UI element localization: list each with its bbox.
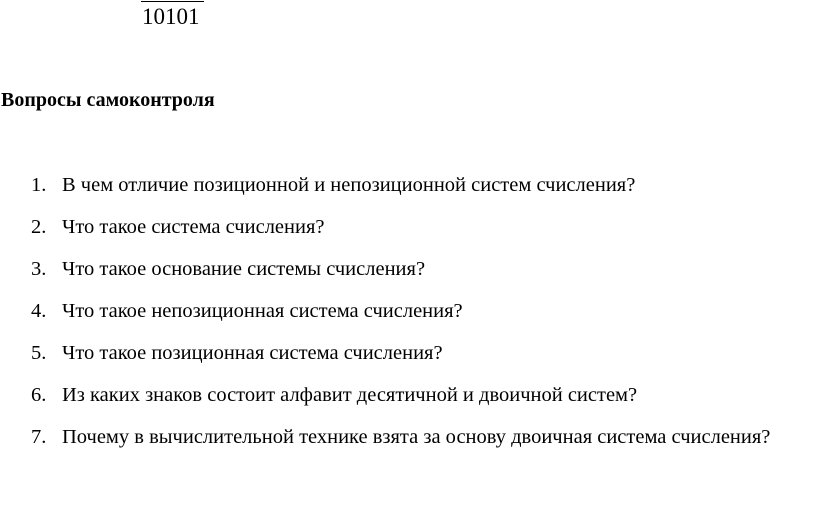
question-item — [0, 422, 816, 506]
question-text: В чем отличие позиционной и непозиционной систем счисления? — [62, 174, 636, 196]
question-number: 7. — [31, 426, 47, 448]
binary-result: 10101 — [142, 4, 200, 29]
question-number: 3. — [31, 258, 47, 280]
question-number: 6. — [31, 384, 47, 406]
question-number: 5. — [31, 342, 47, 364]
question-text: Что такое основание системы счисления? — [62, 258, 426, 280]
question-text: Почему в вычислительной технике взята за основу двоичная система счисления? — [62, 426, 771, 448]
question-text: Что такое непозиционная система счисления? — [62, 300, 463, 322]
questions-list — [0, 170, 816, 506]
calculation-result — [141, 0, 205, 32]
section-heading: Вопросы самоконтроля — [1, 89, 215, 111]
result-overline — [141, 1, 204, 2]
question-number: 2. — [31, 216, 47, 238]
question-text: Из каких знаков состоит алфавит десятичной и двоичной систем? — [62, 384, 638, 406]
question-number: 4. — [31, 300, 47, 322]
question-text: Что такое система счисления? — [62, 216, 325, 238]
question-text: Что такое позиционная система счисления? — [62, 342, 443, 364]
question-number: 1. — [31, 174, 47, 196]
